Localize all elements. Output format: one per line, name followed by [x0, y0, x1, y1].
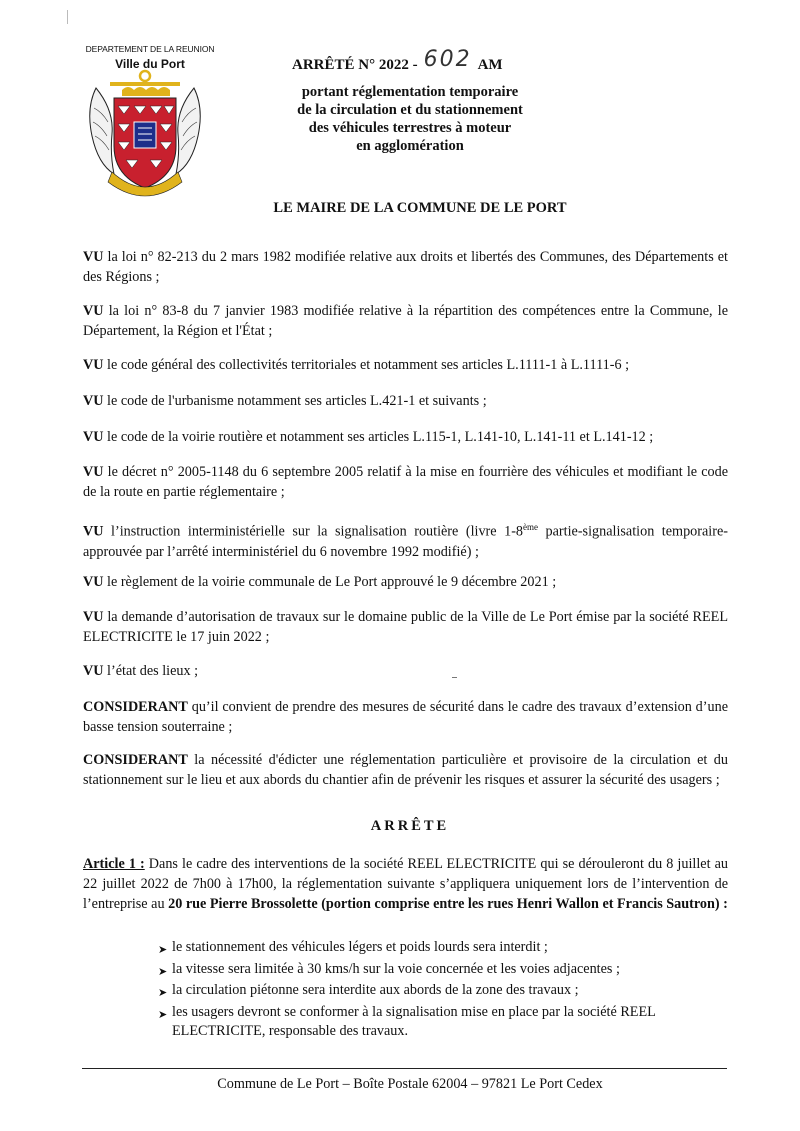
- vu-lead: VU: [83, 663, 104, 679]
- arrow-bullet-icon: ➤: [158, 1007, 168, 1021]
- subtitle-line: en agglomération: [356, 138, 464, 154]
- arrow-bullet-icon: ➤: [158, 964, 168, 978]
- arrow-bullet-icon: ➤: [158, 986, 168, 999]
- paragraph-text: le décret n° 2005-1148 du 6 septembre 2005 relatif à la mise en fourrière des véhicules et modifiant le code de la route en partie réglementaire ;: [83, 464, 728, 500]
- list-item-text: la circulation piétonne sera interdite aux abords de la zone des travaux ;: [172, 982, 579, 998]
- subtitle-line: de la circulation et du stationnement: [297, 102, 523, 118]
- vu-paragraph-4: [83, 391, 728, 411]
- arrete-heading: ARRÊTE: [370, 818, 450, 834]
- vu-lead: VU: [83, 303, 104, 319]
- vu-lead: VU: [83, 574, 104, 590]
- paragraph-text: le code général des collectivités territoriales et notamment ses articles L.1111-1 à L.1111-6 ;: [103, 357, 630, 373]
- list-item: [158, 938, 730, 960]
- paragraph-text: qu’il convient de prendre des mesures de sécurité dans le cadre des travaux d’extension d’une basse tension souterraine ;: [83, 699, 728, 735]
- footer-divider: [82, 1068, 727, 1069]
- vu-lead: VU: [83, 464, 104, 480]
- considerant-paragraph-1: [83, 697, 728, 737]
- vu-paragraph-1: [83, 247, 728, 287]
- arrow-bullet-icon: ➤: [158, 943, 168, 956]
- vu-paragraph-6: [83, 462, 728, 502]
- list-item: [158, 960, 730, 982]
- scan-mark: [67, 10, 68, 24]
- vu-lead: VU: [83, 393, 104, 409]
- vu-lead: VU: [83, 249, 104, 265]
- vu-paragraph-5: [83, 427, 728, 447]
- paragraph-text: partie-signalisation temporaire-approuvée par l’arrêté interministériel du 6 novembre 1992 modifié) ;: [83, 523, 728, 560]
- paragraph-text: le règlement de la voirie communale de Le Port approuvé le 9 décembre 2021 ;: [103, 574, 557, 590]
- paragraph-text: l’état des lieux ;: [103, 663, 199, 679]
- list-item: [158, 981, 730, 1003]
- vu-paragraph-7: [83, 517, 728, 562]
- arrete-suffix: AM: [477, 57, 503, 73]
- list-item-text: les usagers devront se conformer à la signalisation mise en place par la société REEL ELECTRICITE, responsable des travaux.: [172, 1003, 656, 1039]
- considerant-lead: CONSIDERANT: [83, 752, 188, 768]
- vu-lead: VU: [83, 523, 104, 540]
- ville-label: Ville du Port: [115, 57, 185, 71]
- paragraph-text: la demande d’autorisation de travaux sur le domaine public de la Ville de Le Port émise par la société REEL ELECTRICITE le 17 juin 2022 ;: [83, 609, 728, 645]
- vu-lead: VU: [83, 357, 104, 373]
- subtitle-line: des véhicules terrestres à moteur: [308, 120, 512, 136]
- paragraph-text: le code de la voirie routière et notamment ses articles L.115-1, L.141-10, L.141-11 et L.141-12 ;: [103, 429, 654, 445]
- paragraph-text: la loi n° 82-213 du 2 mars 1982 modifiée relative aux droits et libertés des Communes, des Départements et des Régions ;: [83, 249, 728, 285]
- footer-address: Commune de Le Port – Boîte Postale 62004 – 97821 Le Port Cedex: [217, 1076, 603, 1092]
- arrete-subtitle: [260, 83, 560, 155]
- vu-paragraph-10: [83, 661, 728, 681]
- article-1-bullet-list: [158, 938, 730, 1042]
- superscript: ème: [523, 522, 539, 532]
- vu-paragraph-2: [83, 301, 728, 341]
- list-item-text: le stationnement des véhicules légers et poids lourds sera interdit ;: [172, 939, 548, 955]
- list-item: [158, 1003, 730, 1042]
- considerant-lead: CONSIDERANT: [83, 699, 188, 715]
- vu-paragraph-9: [83, 607, 728, 647]
- article-1-paragraph: [83, 854, 728, 914]
- considerant-paragraph-2: [83, 750, 728, 790]
- paragraph-text: le code de l'urbanisme notamment ses articles L.421-1 et suivants ;: [103, 393, 487, 409]
- arrete-handwritten-number: 602: [423, 47, 472, 72]
- vu-lead: VU: [83, 609, 104, 625]
- arrete-prefix: ARRÊTÉ N° 2022 -: [292, 57, 418, 73]
- paragraph-text: Dans le cadre des interventions de la société REEL ELECTRICITE qui se dérouleront du 8 juillet au 22 juillet 2022 de 7h00 à 17h00, la réglementation suivante s’appliquera uniquement lors de l’intervention de l’entreprise au: [83, 856, 728, 912]
- vu-paragraph-8: [83, 572, 728, 592]
- department-label: DEPARTEMENT DE LA REUNION: [85, 44, 215, 54]
- maire-heading: LE MAIRE DE LA COMMUNE DE LE PORT: [273, 200, 567, 216]
- vu-lead: VU: [83, 429, 104, 445]
- arrete-title: [292, 47, 503, 75]
- article-1-label: Article 1 :: [83, 856, 145, 872]
- coat-of-arms-logo: [82, 68, 208, 200]
- article-1-location: 20 rue Pierre Brossolette (portion comprise entre les rues Henri Wallon et Francis Sautron) :: [168, 896, 728, 912]
- subtitle-line: portant réglementation temporaire: [301, 84, 519, 100]
- paragraph-text: l’instruction interministérielle sur la signalisation routière (livre 1-8: [103, 523, 524, 540]
- vu-paragraph-3: [83, 355, 728, 375]
- list-item-text: la vitesse sera limitée à 30 kms/h sur la voie concernée et les voies adjacentes ;: [172, 960, 620, 977]
- paragraph-text: la loi n° 83-8 du 7 janvier 1983 modifiée relative à la répartition des compétences entre la Commune, le Département, la Région et l'État ;: [83, 303, 728, 339]
- scan-speck: [452, 677, 457, 678]
- paragraph-text: la nécessité d'édicter une réglementation particulière et provisoire de la circulation et du stationnement sur le lieu et aux abords du chantier afin de prévenir les risques et assurer la sécurité des usagers ;: [83, 752, 728, 788]
